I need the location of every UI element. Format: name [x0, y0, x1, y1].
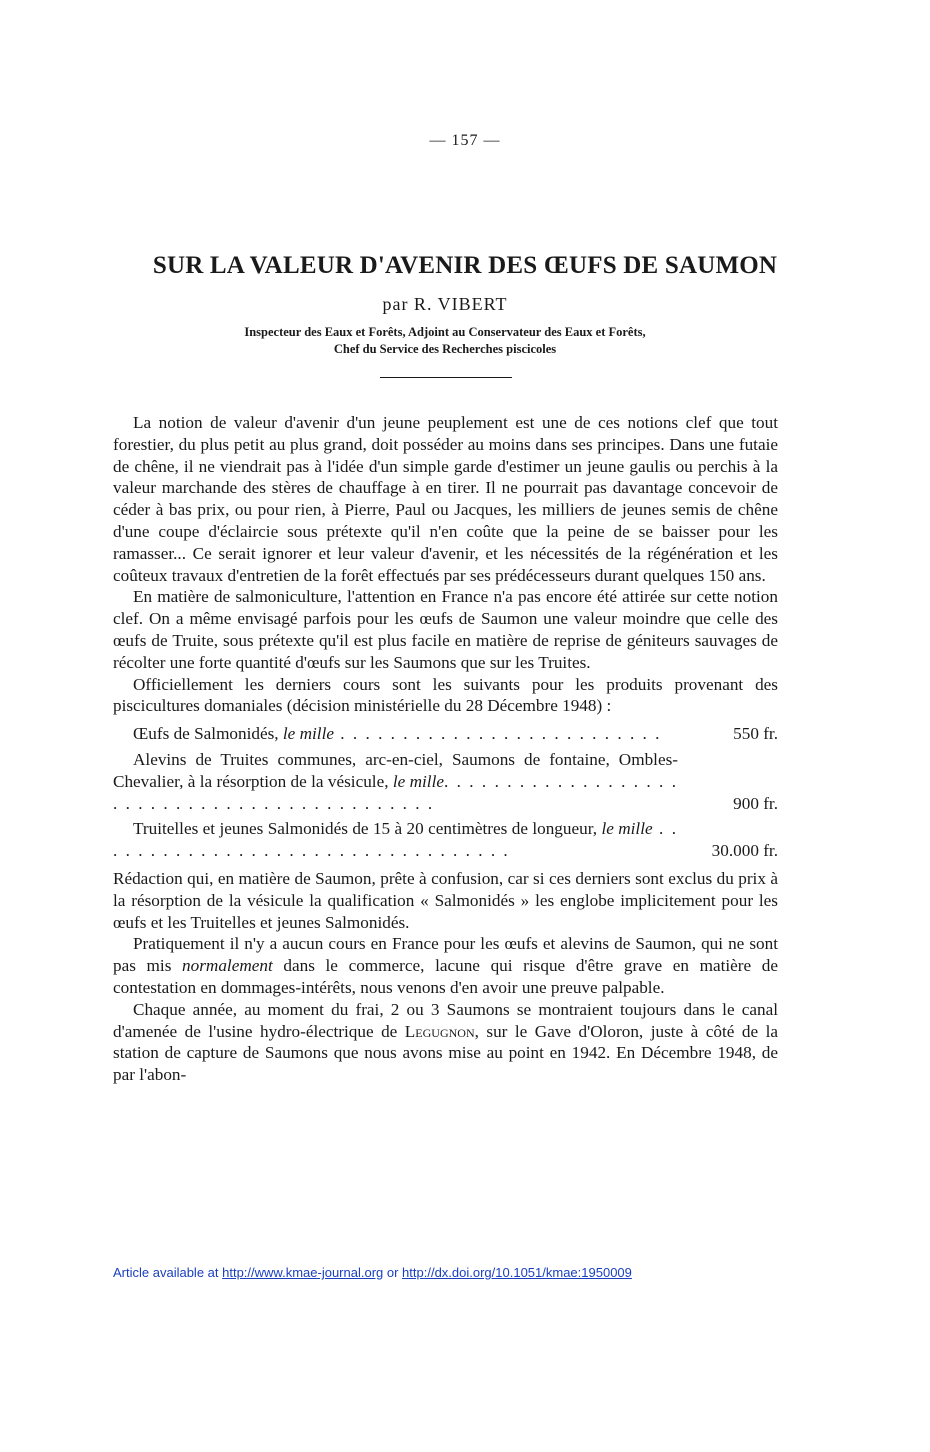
price-description: Alevins de Truites communes, arc-en-ciel, Saumons de fontaine, Ombles-Chevalier, à la résorption de la vésicule, le mille. . . . . . . . . . . . . . . . . . . . . . . . . . . . . . . . . . . . . . . . . . . . . [113, 749, 678, 813]
article-body [113, 412, 778, 1086]
author-affiliation [0, 324, 890, 358]
price-row [113, 749, 778, 814]
page-number: — 157 — [429, 132, 501, 149]
price-value: 30.000 fr. [711, 841, 778, 861]
place-name: Legugnon [404, 1021, 475, 1041]
journal-link[interactable]: http://www.kmae-journal.org [222, 1265, 384, 1280]
price-description: Truitelles et jeunes Salmonidés de 15 à 20 centimètres de longueur, le mille . . . . . . . . . . . . . . . . . . . . . . . . . . . . . . . . . . [113, 819, 678, 861]
paragraph-3: Officiellement les derniers cours sont les suivants pour les produits provenant des piscicultures domaniales (décision ministérielle du 28 Décembre 1948) : [113, 674, 778, 716]
price-row [113, 723, 778, 745]
affiliation-line-1: Inspecteur des Eaux et Forêts, Adjoint au Conservateur des Eaux et Forêts, [244, 325, 646, 339]
price-value: 900 fr. [733, 793, 778, 813]
price-row [113, 818, 778, 862]
emphasis: normalement [182, 956, 273, 976]
paragraph-5: Pratiquement il n'y a aucun cours en France pour les œufs et alevins de Saumon, qui ne sont pas mis normalement dans le commerce, lacune qui risque d'être grave en matière de contestation en dommages-intérêts, nous venons d'en avoir une preuve palpable. [113, 934, 778, 997]
article-title: SUR LA VALEUR D'AVENIR DES ŒUFS DE SAUMON [152, 252, 778, 279]
availability-note: Article available at http://www.kmae-journal.org or http://dx.doi.org/10.1051/kmae:1950009 [113, 1265, 632, 1280]
paragraph-4: Rédaction qui, en matière de Saumon, prête à confusion, car si ces derniers sont exclus du prix à la résorption de la vésicule la qualification « Salmonidés » les englobe implicitement pour les œufs et les Truitelles et jeunes Salmonidés. [113, 868, 778, 932]
paragraph-1: La notion de valeur d'avenir d'un jeune peuplement est une de ces notions clef que tout forestier, du plus petit au plus grand, doit posséder au moins dans ses principes. Dans une futaie de chêne, il ne viendrait pas à l'idée d'un simple garde d'estimer un jeune gaulis ou perchis à la valeur marchande des stères de chauffage à en tirer. Il ne pourrait pas davantage concevoir de céder à bas prix, ou pour rien, à Pierre, Paul ou Jacques, les milliers de jeunes semis de chêne d'une coupe d'éclaircie sous prétexte qu'il n'en coûte que la peine de se baisser pour les ramasser... Ce serait ignorer et leur valeur d'avenir, et les nécessités de la régénération et les coûteux travaux d'entretien de la forêt effectués par ses prédécesseurs durant quelques 150 ans. [113, 413, 778, 585]
paragraph-2: En matière de salmoniculture, l'attention en France n'a pas encore été attirée sur cette notion clef. On a même envisagé parfois pour les œufs de Saumon une valeur moindre que celle des œufs de Truite, sous prétexte qu'il est plus facile en matière de reprise de géniteurs sauvages de récolter une forte quantité d'œufs sur les Saumons que sur les Truites. [113, 587, 778, 672]
price-description: Œufs de Salmonidés, le mille . . . . . . . . . . . . . . . . . . . . . . . . . . [133, 724, 662, 744]
price-value: 550 fr. [733, 724, 778, 744]
title-divider [380, 377, 512, 378]
author-line: par R. VIBERT [382, 294, 508, 314]
paragraph-6: Chaque année, au moment du frai, 2 ou 3 Saumons se montraient toujours dans le canal d'amenée de l'usine hydro-électrique de Legugnon, sur le Gave d'Oloron, juste à côté de la station de capture de Saumons que nous avons mise au point en 1942. En Décembre 1948, de par l'abon- [113, 999, 778, 1085]
affiliation-line-2: Chef du Service des Recherches piscicoles [333, 342, 557, 356]
price-list [113, 723, 778, 862]
doi-link[interactable]: http://dx.doi.org/10.1051/kmae:1950009 [402, 1265, 632, 1280]
